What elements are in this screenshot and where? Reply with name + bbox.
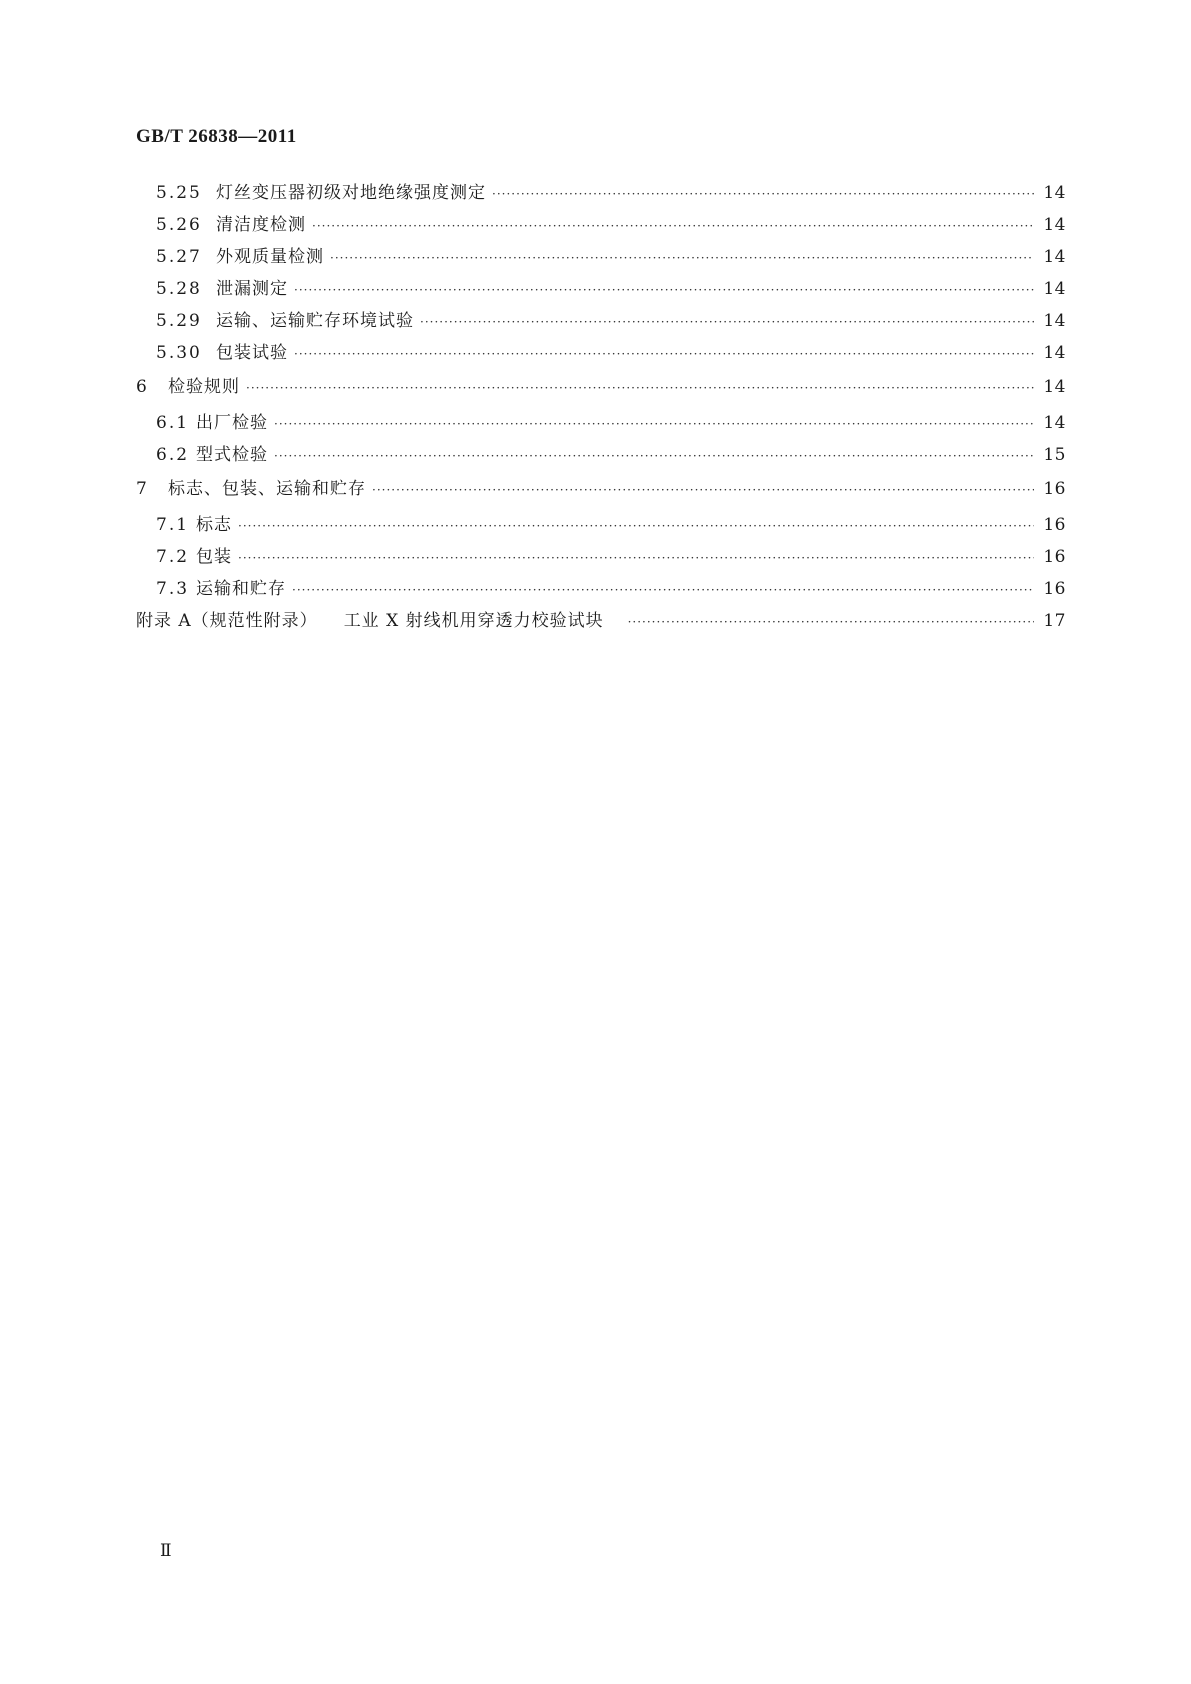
toc-entry-title: 型式检验 [196, 445, 268, 465]
toc-entry-7-3[interactable] [136, 574, 1066, 606]
toc-entry-5-28[interactable] [136, 274, 1066, 306]
toc-entry-title: 运输、运输贮存环境试验 [216, 311, 414, 331]
toc-entry-page: 14 [1043, 377, 1066, 397]
dot-leader [330, 251, 1034, 265]
toc-entry-number: 6.2 [156, 445, 190, 465]
toc-entry-page: 16 [1043, 515, 1066, 535]
toc-entry-6[interactable] [136, 370, 1066, 408]
toc-entry-5-25[interactable] [136, 178, 1066, 210]
toc-entry-title: 包装 [196, 547, 232, 567]
toc-entry-title: 工业 X 射线机用穿透力校验试块 [343, 611, 604, 631]
toc-entry-number: 5.29 [156, 311, 202, 331]
toc-entry-title: 标志 [196, 515, 232, 535]
toc-entry-5-26[interactable] [136, 210, 1066, 242]
appendix-label: 附录 A（规范性附录） [136, 611, 318, 631]
dot-leader [294, 347, 1034, 361]
toc-entry-7[interactable] [136, 472, 1066, 510]
toc-entry-appendix-a[interactable] [136, 606, 1066, 638]
toc-entry-title: 泄漏测定 [216, 279, 288, 299]
toc-entry-number: 5.25 [156, 183, 202, 203]
dot-leader [628, 615, 1034, 629]
toc-entry-page: 15 [1043, 445, 1066, 465]
toc-entry-title: 清洁度检测 [216, 215, 306, 235]
toc-entry-number: 5.27 [156, 247, 202, 267]
toc-entry-number: 7 [136, 479, 149, 499]
toc-entry-number: 7.1 [156, 515, 190, 535]
toc-entry-number: 7.3 [156, 579, 190, 599]
dot-leader [274, 417, 1034, 431]
table-of-contents [136, 178, 1066, 638]
toc-entry-title: 外观质量检测 [216, 247, 324, 267]
toc-entry-number: 5.30 [156, 343, 202, 363]
toc-entry-5-27[interactable] [136, 242, 1066, 274]
toc-entry-6-2[interactable] [136, 440, 1066, 472]
toc-entry-page: 14 [1043, 215, 1066, 235]
toc-entry-title: 标志、包装、运输和贮存 [168, 479, 366, 499]
dot-leader [274, 449, 1034, 463]
dot-leader [238, 551, 1034, 565]
toc-entry-page: 16 [1043, 579, 1066, 599]
toc-entry-page: 14 [1043, 183, 1066, 203]
toc-entry-page: 14 [1043, 279, 1066, 299]
dot-leader [246, 381, 1034, 395]
toc-entry-number: 6 [136, 377, 149, 397]
toc-entry-number: 6.1 [156, 413, 190, 433]
dot-leader [294, 283, 1034, 297]
toc-entry-title: 出厂检验 [196, 413, 268, 433]
toc-entry-6-1[interactable] [136, 408, 1066, 440]
toc-entry-page: 14 [1043, 247, 1066, 267]
toc-entry-page: 17 [1043, 611, 1066, 631]
dot-leader [238, 519, 1034, 533]
toc-entry-title: 灯丝变压器初级对地绝缘强度测定 [216, 183, 486, 203]
toc-entry-page: 14 [1043, 343, 1066, 363]
dot-leader [372, 483, 1034, 497]
toc-entry-title: 包装试验 [216, 343, 288, 363]
page-number: Ⅱ [160, 1541, 172, 1560]
dot-leader [492, 187, 1034, 201]
toc-entry-page: 16 [1043, 547, 1066, 567]
toc-entry-7-2[interactable] [136, 542, 1066, 574]
toc-entry-number: 5.26 [156, 215, 202, 235]
toc-entry-number: 7.2 [156, 547, 190, 567]
dot-leader [420, 315, 1034, 329]
toc-entry-page: 16 [1043, 479, 1066, 499]
toc-entry-5-30[interactable] [136, 338, 1066, 370]
toc-entry-7-1[interactable] [136, 510, 1066, 542]
toc-entry-title: 检验规则 [168, 377, 240, 397]
toc-entry-page: 14 [1043, 413, 1066, 433]
toc-entry-title: 运输和贮存 [196, 579, 286, 599]
toc-entry-number: 5.28 [156, 279, 202, 299]
dot-leader [312, 219, 1034, 233]
dot-leader [292, 583, 1034, 597]
toc-entry-page: 14 [1043, 311, 1066, 331]
standard-id-header: GB/T 26838—2011 [136, 126, 297, 147]
toc-entry-5-29[interactable] [136, 306, 1066, 338]
